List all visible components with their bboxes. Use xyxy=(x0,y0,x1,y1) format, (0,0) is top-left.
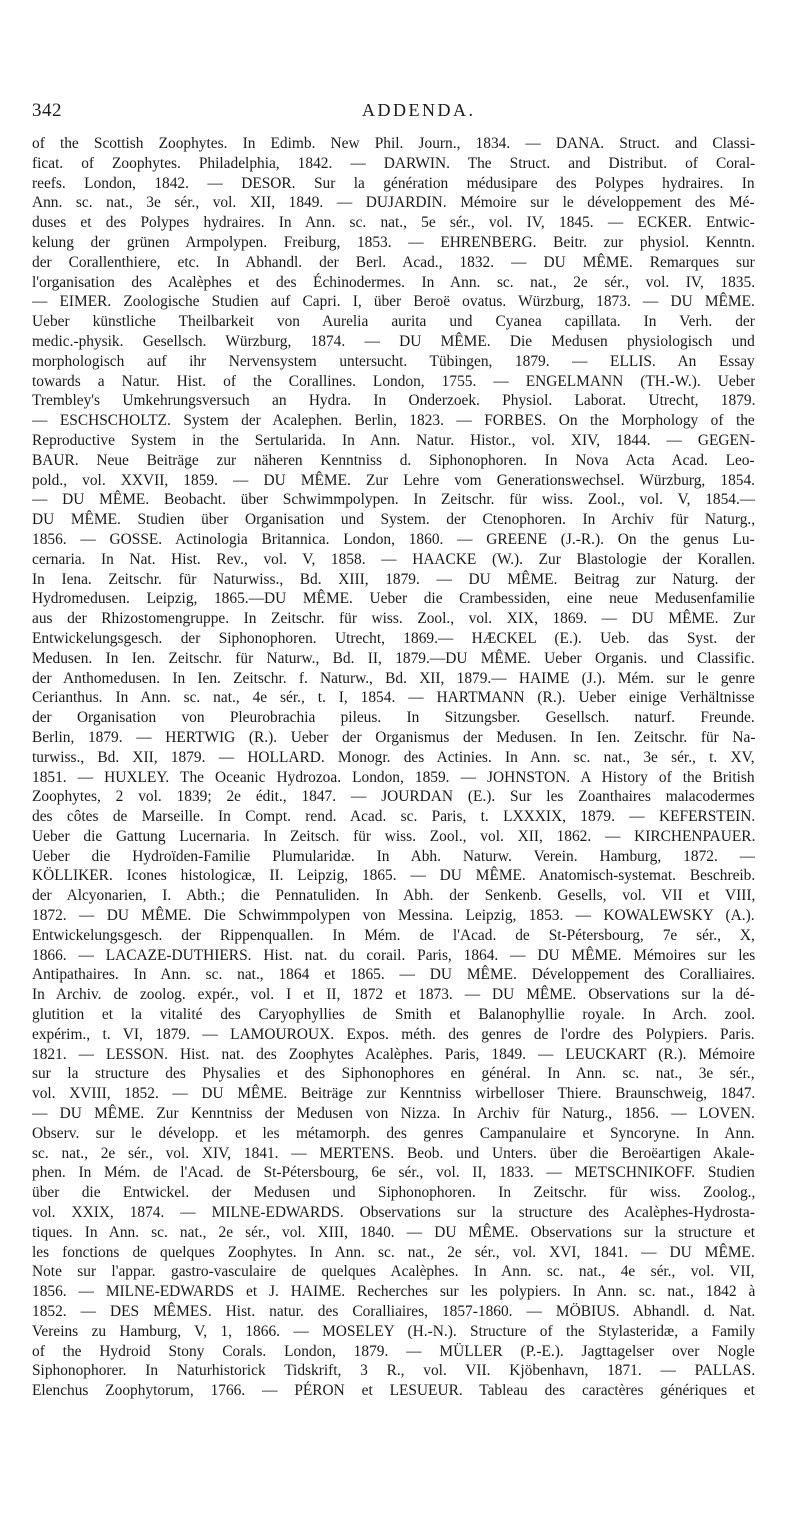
text-line: medic.-physik. Gesellsch. Würzburg, 1874. — DU MÊME. Die Medusen physiologisch und xyxy=(32,332,755,350)
text-line: In Archiv. de zoolog. expér., vol. I et II, 1872 et 1873. — DU MÊME. Observations sur la dé- xyxy=(32,986,755,1004)
text-line: towards a Natur. Hist. of the Corallines. London, 1755. — ENGELMANN (TH.-W.). Ueber xyxy=(32,372,755,390)
text-line: Zoophytes, 2 vol. 1839; 2e édit., 1847. — JOURDAN (E.). Sur les Zoanthaires malacodermes xyxy=(32,788,755,806)
document-page xyxy=(32,100,755,1401)
text-line: 1851. — HUXLEY. The Oceanic Hydrozoa. London, 1859. — JOHNSTON. A History of the British xyxy=(32,768,755,786)
text-line: Entwickelungsgesch. der Siphonophoren. Utrecht, 1869.— HÆCKEL (E.). Ueb. das Syst. der xyxy=(32,629,755,647)
text-line: sc. nat., 2e sér., vol. XIV, 1841. — MERTENS. Beob. und Unters. über die Beroëartigen Akale- xyxy=(32,1144,755,1162)
text-line: des côtes de Marseille. In Compt. rend. Acad. sc. Paris, t. LXXXIX, 1879. — KEFERSTEIN. xyxy=(32,808,755,826)
text-line: Ann. sc. nat., 3e sér., vol. XII, 1849. — DUJARDIN. Mémoire sur le développement des Mé- xyxy=(32,194,755,212)
text-line: Medusen. In Ien. Zeitschr. für Naturw., Bd. II, 1879.—DU MÊME. Ueber Organis. und Classific. xyxy=(32,649,755,667)
text-line: der Organisation von Pleurobrachia pileus. In Sitzungsber. Gesellsch. naturf. Freunde. xyxy=(32,709,755,727)
text-line: cernaria. In Nat. Hist. Rev., vol. V, 1858. — HAACKE (W.). Zur Blastologie der Korallen. xyxy=(32,550,755,568)
text-line: tiques. In Ann. sc. nat., 2e sér., vol. XIII, 1840. — DU MÊME. Observations sur la structure et xyxy=(32,1223,755,1241)
text-line: — DU MÊME. Beobacht. über Schwimmpolypen. In Zeitschr. für wiss. Zool., vol. V, 1854.— xyxy=(32,491,755,509)
text-line: Vereins zu Hamburg, V, 1, 1866. — MOSELEY (H.-N.). Structure of the Stylasteridæ, a Family xyxy=(32,1322,755,1340)
text-line: of the Scottish Zoophytes. In Edimb. New Phil. Journ., 1834. — DANA. Struct. and Classi- xyxy=(32,135,755,152)
text-line: der Corallenthiere, etc. In Abhandl. der Berl. Acad., 1832. — DU MÊME. Remarques sur xyxy=(32,253,755,271)
text-line: kelung der grünen Armpolypen. Freiburg, 1853. — EHRENBERG. Beitr. zur physiol. Kenntn. xyxy=(32,233,755,251)
text-line: Siphonophorer. In Naturhistorick Tidskrift, 3 R., vol. VII. Kjöbenhavn, 1871. — PALLAS. xyxy=(32,1362,755,1380)
text-line: of the Hydroid Stony Corals. London, 1879. — MÜLLER (P.-E.). Jagttagelser over Nogle xyxy=(32,1342,755,1360)
text-line: aus der Rhizostomengruppe. In Zeitschr. für wiss. Zool., vol. XIX, 1869. — DU MÊME. Zur xyxy=(32,610,755,628)
text-line: sur la structure des Physalies et des Siphonophores en général. In Ann. sc. nat., 3e sér., xyxy=(32,1065,755,1083)
text-line: Trembley's Umkehrungsversuch an Hydra. In Onderzoek. Physiol. Laborat. Utrecht, 1879. xyxy=(32,392,755,410)
running-title: ADDENDA. xyxy=(362,100,476,120)
text-line: Berlin, 1879. — HERTWIG (R.). Ueber der Organismus der Medusen. In Ien. Zeitschr. für Na- xyxy=(32,728,755,746)
page-number: 342 xyxy=(32,100,62,121)
text-line: BAUR. Neue Beiträge zur näheren Kenntniss d. Siphonophoren. In Nova Acta Acad. Leo- xyxy=(32,451,755,469)
text-line: vol. XVIII, 1852. — DU MÊME. Beiträge zur Kenntniss wirbelloser Thiere. Braunschweig, 1847. xyxy=(32,1085,755,1103)
text-line: 1866. — LACAZE-DUTHIERS. Hist. nat. du corail. Paris, 1864. — DU MÊME. Mémoires sur les xyxy=(32,946,755,964)
text-line: 1872. — DU MÊME. Die Schwimmpolypen von Messina. Leipzig, 1853. — KOWALEWSKY (A.). xyxy=(32,907,755,925)
text-line: duses et des Polypes hydraires. In Ann. sc. nat., 5e sér., vol. IV, 1845. — ECKER. Entwic- xyxy=(32,214,755,232)
text-line: Cerianthus. In Ann. sc. nat., 4e sér., t. I, 1854. — HARTMANN (R.). Ueber einige Verhältnisse xyxy=(32,689,755,707)
text-line: In Iena. Zeitschr. für Naturwiss., Bd. XIII, 1879. — DU MÊME. Beitrag zur Naturg. der xyxy=(32,570,755,588)
text-line: 1821. — LESSON. Hist. nat. des Zoophytes Acalèphes. Paris, 1849. — LEUCKART (R.). Mémoire xyxy=(32,1045,755,1063)
text-line: 1856. — GOSSE. Actinologia Britannica. London, 1860. — GREENE (J.-R.). On the genus Lu- xyxy=(32,530,755,548)
page-header xyxy=(32,100,755,124)
text-line: Note sur l'appar. gastro-vasculaire de quelques Acalèphes. In Ann. sc. nat., 4e sér., vol. VII, xyxy=(32,1263,755,1281)
text-line: der Anthomedusen. In Ien. Zeitschr. f. Naturw., Bd. XII, 1879.— HAIME (J.). Mém. sur le genre xyxy=(32,669,755,687)
text-line: glutition et la vitalité des Caryophyllies de Smith et Balanophyllie royale. In Arch. zool. xyxy=(32,1006,755,1024)
text-line: Ueber die Hydroïden-Familie Plumularidæ. In Abh. Naturw. Verein. Hamburg, 1872. — xyxy=(32,847,755,865)
text-line: Antipathaires. In Ann. sc. nat., 1864 et 1865. — DU MÊME. Développement des Coralliaires. xyxy=(32,966,755,984)
text-line: reefs. London, 1842. — DESOR. Sur la génération médusipare des Polypes hydraires. In xyxy=(32,174,755,192)
text-line: über die Entwickel. der Medusen und Siphonophoren. In Zeitschr. für wiss. Zoolog., xyxy=(32,1184,755,1202)
text-line: — ESCHSCHOLTZ. System der Acalephen. Berlin, 1823. — FORBES. On the Morphology of the xyxy=(32,412,755,430)
text-line: Ueber künstliche Theilbarkeit von Aurelia aurita und Cyanea capillata. In Verh. der xyxy=(32,313,755,331)
bibliography-text xyxy=(32,134,755,1401)
text-line: turwiss., Bd. XII, 1879. — HOLLARD. Monogr. des Actinies. In Ann. sc. nat., 3e sér., t. XV, xyxy=(32,748,755,766)
text-line: vol. XXIX, 1874. — MILNE-EDWARDS. Observations sur la structure des Acalèphes-Hydrosta- xyxy=(32,1204,755,1222)
text-line: der Alcyonarien, I. Abth.; die Pennatuliden. In Abh. der Senkenb. Gesells, vol. VII et VIII, xyxy=(32,887,755,905)
text-line: pold., vol. XXVII, 1859. — DU MÊME. Zur Lehre vom Generationswechsel. Würzburg, 1854. xyxy=(32,471,755,489)
text-line: l'organisation des Acalèphes et des Échinodermes. In Ann. sc. nat., 2e sér., vol. IV, 1835. xyxy=(32,273,755,291)
text-line: KÖLLIKER. Icones histologicæ, II. Leipzig, 1865. — DU MÊME. Anatomisch-systemat. Beschreib. xyxy=(32,867,755,885)
text-line: DU MÊME. Studien über Organisation und System. der Ctenophoren. In Archiv für Naturg., xyxy=(32,511,755,529)
text-line: — EIMER. Zoologische Studien auf Capri. I, über Beroë ovatus. Würzburg, 1873. — DU MÊME. xyxy=(32,293,755,311)
text-line: Elenchus Zoophytorum, 1766. — PÉRON et LESUEUR. Tableau des caractères génériques et xyxy=(32,1382,755,1400)
text-line: Hydromedusen. Leipzig, 1865.—DU MÊME. Ueber die Crambessiden, eine neue Medusenfamilie xyxy=(32,590,755,608)
text-line: Observ. sur le développ. et les métamorph. des genres Campanulaire et Syncoryne. In Ann. xyxy=(32,1124,755,1142)
text-line: les fonctions de quelques Zoophytes. In Ann. sc. nat., 2e sér., vol. XVI, 1841. — DU MÊME. xyxy=(32,1243,755,1261)
text-line: — DU MÊME. Zur Kenntniss der Medusen von Nizza. In Archiv für Naturg., 1856. — LOVEN. xyxy=(32,1105,755,1123)
text-line: expérim., t. VI, 1879. — LAMOUROUX. Expos. méth. des genres de l'ordre des Polypiers. Paris. xyxy=(32,1025,755,1043)
text-line: 1852. — DES MÊMES. Hist. natur. des Coralliaires, 1857-1860. — MÖBIUS. Abhandl. d. Nat. xyxy=(32,1303,755,1321)
text-line: phen. In Mém. de l'Acad. de St-Pétersbourg, 6e sér., vol. II, 1833. — METSCHNIKOFF. Studien xyxy=(32,1164,755,1182)
text-line: morphologisch auf ihr Nervensystem untersucht. Tübingen, 1879. — ELLIS. An Essay xyxy=(32,352,755,370)
text-line: ficat. of Zoophytes. Philadelphia, 1842. — DARWIN. The Struct. and Distribut. of Coral- xyxy=(32,154,755,172)
text-line: Entwickelungsgesch. der Rippenquallen. In Mém. de l'Acad. de St-Pétersbourg, 7e sér., X, xyxy=(32,926,755,944)
text-line: Ueber die Gattung Lucernaria. In Zeitsch. für wiss. Zool., vol. XII, 1862. — KIRCHENPAUER. xyxy=(32,827,755,845)
text-line: Reproductive System in the Sertularida. In Ann. Natur. Histor., vol. XIV, 1844. — GEGEN- xyxy=(32,431,755,449)
text-line: 1856. — MILNE-EDWARDS et J. HAIME. Recherches sur les polypiers. In Ann. sc. nat., 1842 à xyxy=(32,1283,755,1301)
